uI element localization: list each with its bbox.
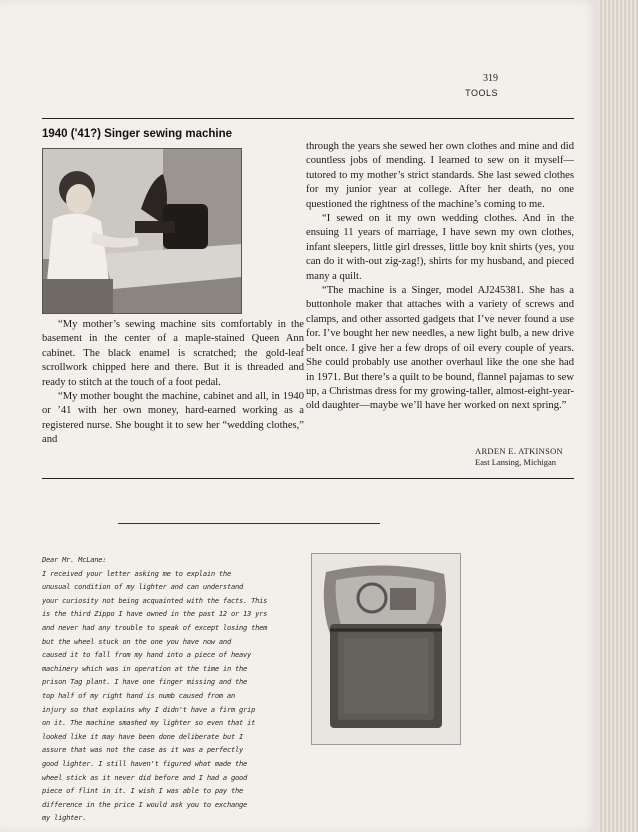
letter-line: your curiosity not being acquainted with the facts. This bbox=[42, 595, 268, 605]
paragraph: “I sewed on it my own wedding clothes. And in the ensuing 11 years of marriage, I have sewn my own clothes, infant sleepers, little girl dresses, little boy knit shirts (yes, you can do it with-out zig-zag!), shirts for my husband, and pieced many a quilt. bbox=[306, 213, 574, 282]
author-signature bbox=[475, 446, 563, 468]
sewing-machine-photo bbox=[42, 148, 242, 314]
paragraph: through the years she sewed her own clothes and mine and did countless jobs of mending. I learned to sew on it myself—tutored to my mother’s strict standards. She last sewed clothes for my junior year at college. After her death, no one questioned the rightness of the machine’s coming to me. bbox=[306, 141, 574, 210]
page-stack-edge bbox=[598, 0, 638, 832]
letter-line: difference in the price I would ask you to exchange bbox=[42, 799, 248, 809]
folio bbox=[465, 72, 498, 100]
letter-line: looked like it may have been done deliberate but I bbox=[42, 731, 244, 741]
letter-line: on it. The machine smashed my lighter so even that it bbox=[42, 718, 256, 728]
letter-line: is the third Zippo I have owned in the past 12 or 13 yrs bbox=[42, 609, 268, 619]
article-right-column bbox=[306, 140, 574, 414]
letter-line: piece of flint in it. I wish I was able to pay the bbox=[42, 786, 244, 796]
letter-line: but the wheel stuck on the one you have now and bbox=[42, 636, 231, 646]
letter-line: machinery which was in operation at the time in the bbox=[42, 663, 248, 673]
author-name: ARDEN E. ATKINSON bbox=[475, 446, 563, 456]
article-left-column bbox=[42, 318, 304, 448]
paragraph: “My mother’s sewing machine sits comfortably in the basement in the center of a maple-stained Queen Ann cabinet. The black enamel is scratched; the gold-leaf scrollwork chipped here and there. But it is threaded and ready to stitch at the touch of a foot pedal. bbox=[42, 319, 304, 388]
letter-line: top half of my right hand is numb caused from an bbox=[42, 690, 235, 700]
letter-line: I received your letter asking me to explain the bbox=[42, 568, 231, 578]
top-rule bbox=[42, 118, 574, 119]
short-divider bbox=[118, 523, 380, 524]
letter-line: my lighter. bbox=[42, 813, 87, 823]
section-rule bbox=[42, 478, 574, 479]
page-number: 319 bbox=[483, 73, 498, 84]
letter-line: good lighter. I still haven't figured what made the bbox=[42, 758, 248, 768]
paragraph: “My mother bought the machine, cabinet and all, in 1940 or ’41 with her own money, hard-earned working as a registered nurse. She bought it to sew her “wedding clothes,” and bbox=[42, 391, 304, 446]
letter-line: assure that was not the case as it was a perfectly bbox=[42, 745, 244, 755]
letter-line: prison Tag plant. I have one finger missing and the bbox=[42, 677, 248, 687]
letter-line: Dear Mr. McLane: bbox=[42, 555, 107, 564]
letter-line: unusual condition of my lighter and can understand bbox=[42, 582, 244, 592]
smashed-lighter-photo bbox=[311, 553, 461, 745]
handwritten-letter bbox=[42, 553, 294, 825]
letter-line: caused it to fall from my hand into a piece of heavy bbox=[42, 650, 252, 660]
letter-line: and never had any trouble to speak of except losing them bbox=[42, 622, 268, 632]
article-title: 1940 ('41?) Singer sewing machine bbox=[42, 128, 232, 140]
letter-line: wheel stick as it never did before and I had a good bbox=[42, 772, 248, 782]
section-label: TOOLS bbox=[465, 88, 498, 98]
author-location: East Lansing, Michigan bbox=[475, 457, 556, 467]
letter-line: injury so that explains why I didn't have a firm grip bbox=[42, 704, 256, 714]
paragraph: “The machine is a Singer, model AJ245381. She has a buttonhole maker that attaches with a variety of screws and clamps, and other assorted gadgets that I’ve never found a use for. I’ve bought her new needles, a new light bulb, a new drive belt once. I give her a few drops of oil every couple of years. She could probably use another overhaul like the one she had in 1971. But there’s a quilt to be bound, flannel pajamas to sew up, a Christmas dress for my growing-taller, almost-eight-year-old daughter—maybe we’ll have her worked on next spring.” bbox=[306, 285, 574, 412]
